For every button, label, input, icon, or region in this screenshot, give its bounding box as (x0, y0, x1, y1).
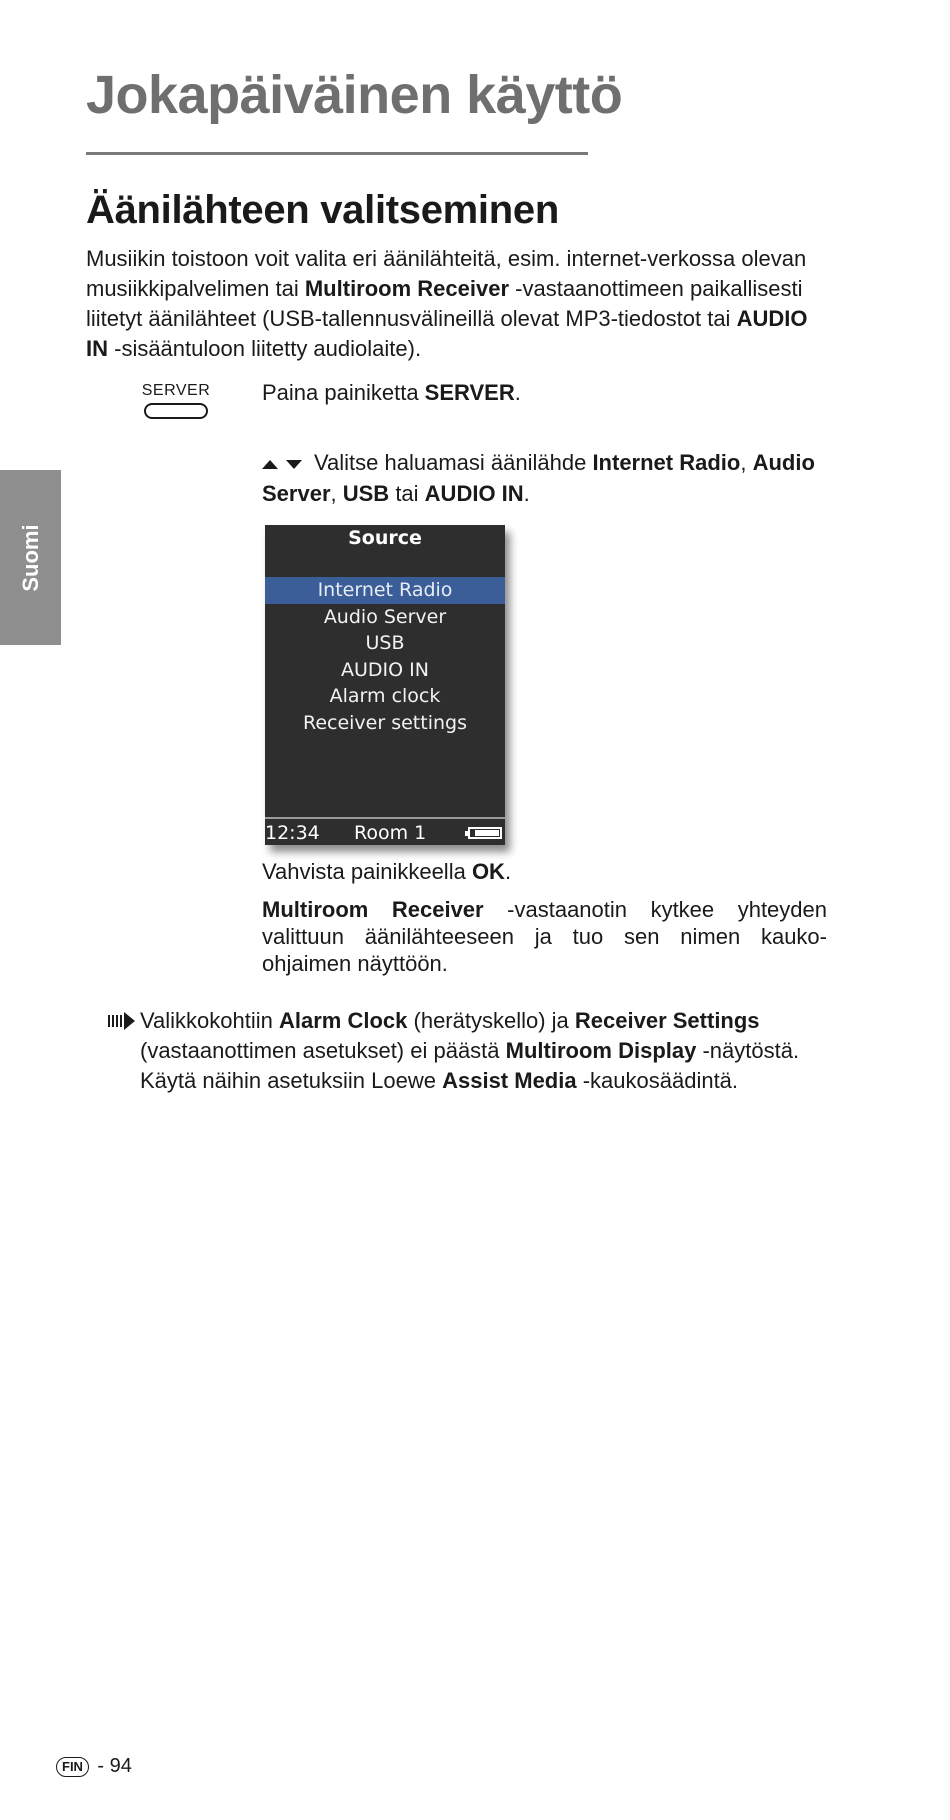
step2-bold-1: Internet Radio (592, 450, 741, 475)
note-bold-2: Receiver Settings (574, 1008, 760, 1033)
note-bold-3: Multiroom Display (505, 1038, 697, 1063)
intro-bold-2: AUDIO IN (86, 306, 808, 361)
step4-bold-1: Multiroom Receiver (262, 897, 484, 922)
server-key-illustration (140, 382, 212, 422)
menu-item[interactable]: USB (365, 632, 405, 654)
screen-title: Source (348, 527, 422, 549)
step4-text-1: -vastaanotin kytkee yhteyden valittuun äänilähteeseen ja tuo sen nimen kauko-ohjaimen näyttöön. (262, 897, 827, 976)
arrow-up-icon (262, 460, 278, 469)
step1-text-1: Paina painiketta (262, 380, 425, 405)
battery-icon (468, 827, 502, 839)
step2-bold-3: USB (342, 481, 390, 507)
note-bold-4: Assist Media (442, 1068, 577, 1093)
menu-item[interactable]: Receiver settings (302, 711, 467, 734)
chapter-title: Jokapäiväinen käyttö (86, 65, 623, 125)
server-key-label: SERVER (141, 382, 211, 399)
step2-bold-4: AUDIO IN (424, 481, 524, 507)
intro-text-3: -sisääntuloon liitetty audiolaite). (108, 336, 422, 361)
step-confirm-ok (262, 857, 822, 887)
note-text-3: (vastaanottimen asetukset) ei päästä (140, 1038, 506, 1063)
language-side-tab (0, 470, 61, 645)
step2-text-2: , (740, 450, 753, 475)
step1-text-2: . (514, 380, 521, 405)
step1-bold-1: SERVER (424, 380, 515, 405)
section-title: Äänilähteen valitseminen (86, 188, 559, 232)
intro-text-1: Musiikin toistoon voit valita eri äänilähteitä, esim. internet-verkossa olevan musiikkipalvelimen tai (86, 246, 807, 301)
status-room: Room 1 (354, 822, 427, 844)
step3-text-2: . (504, 859, 512, 884)
menu-item[interactable]: Alarm clock (329, 685, 441, 707)
arrow-down-icon (286, 460, 302, 469)
step2-text-4: tai (389, 481, 425, 507)
page-footer (56, 1755, 132, 1779)
up-down-arrows-icon (262, 447, 314, 477)
note-bold-1: Alarm Clock (279, 1008, 408, 1033)
note-text-4: -näytöstä. Käytä näihin asetuksiin Loewe (140, 1038, 800, 1093)
note-arrow-icon (108, 1014, 138, 1028)
step2-text-1: Valitse haluamasi äänilähde (314, 450, 593, 475)
status-bar (265, 819, 505, 845)
note-paragraph (140, 1006, 826, 1096)
note-text-1: Valikkokohtiin (140, 1008, 279, 1033)
source-menu (265, 577, 505, 736)
note-text-5: -kaukosäädintä. (576, 1068, 739, 1093)
intro-text-2: -vastaanottimeen paikallisesti liitetyt äänilähteet (USB-tallennusvälineillä olevat MP3-tiedostot tai (86, 276, 803, 331)
device-screen (265, 525, 505, 845)
status-time: 12:34 (265, 822, 320, 844)
intro-paragraph (86, 244, 826, 364)
step2-text-5: . (523, 481, 530, 507)
step2-bold-2: Audio Server (262, 450, 815, 507)
language-badge: FIN (56, 1757, 89, 1777)
step2-text-3: , (330, 481, 343, 507)
menu-item[interactable]: AUDIO IN (341, 658, 429, 681)
step-result (262, 896, 827, 977)
step-select-source (262, 448, 827, 509)
server-button-icon (144, 403, 208, 419)
step3-text-1: Vahvista painikkeella (262, 859, 472, 884)
menu-item[interactable]: Audio Server (323, 605, 447, 628)
language-side-tab-label: Suomi (17, 523, 43, 592)
step3-bold-1: OK (471, 859, 505, 884)
page-number: - 94 (97, 1755, 132, 1777)
menu-item[interactable]: Internet Radio (265, 577, 505, 604)
step-press-server (262, 378, 822, 408)
chapter-rule (86, 152, 588, 155)
intro-bold-1: Multiroom Receiver (304, 276, 510, 301)
note-text-2: (herätyskello) ja (407, 1008, 575, 1033)
